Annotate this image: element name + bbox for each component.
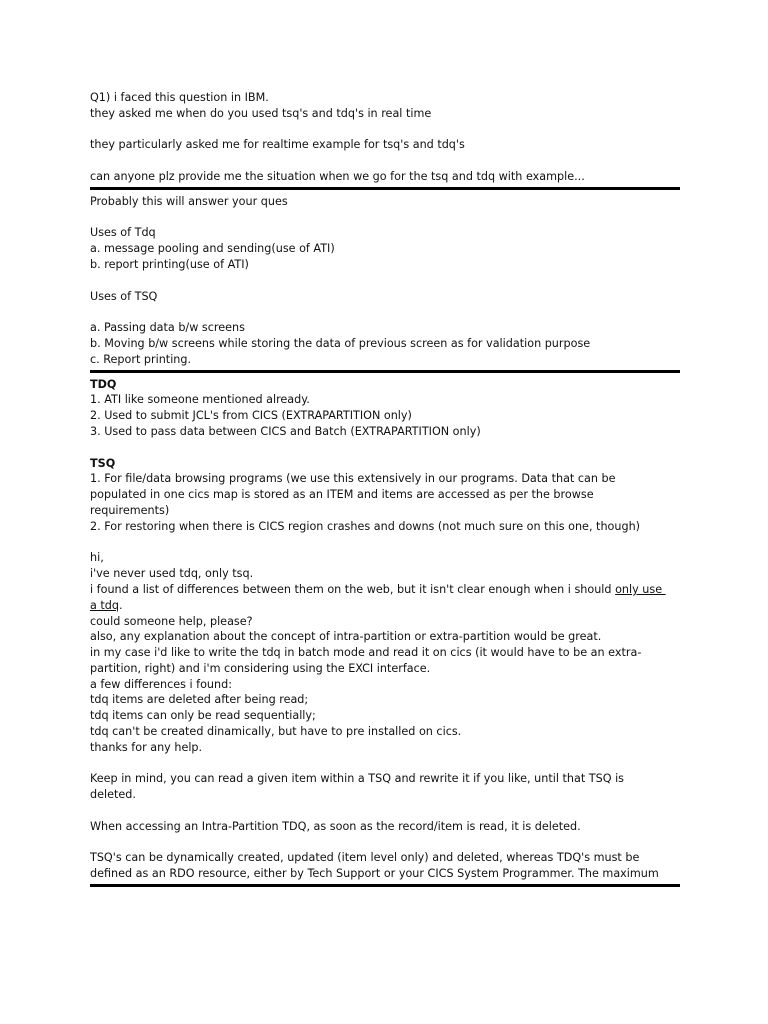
reply-line: hi,	[90, 551, 104, 565]
reply-line	[90, 582, 680, 598]
reply-line: could someone help, please?	[90, 614, 253, 628]
list-item: 1. ATI like someone mentioned already.	[90, 393, 310, 407]
list-item: populated in one cics map is stored as an ITEM and items are accessed as per the browse	[90, 488, 594, 502]
reply-line: i've never used tdq, only tsq.	[90, 567, 254, 581]
reply-text: .	[119, 598, 123, 612]
list-item: requirements)	[90, 503, 170, 517]
answer-post	[90, 377, 680, 551]
reply-line: deleted.	[90, 788, 136, 802]
post-divider	[90, 370, 680, 373]
list-item: 1. For file/data browsing programs (we use this extensively in our programs. Data that can be	[90, 472, 616, 486]
reply-line: defined as an RDO resource, either by Tech Support or your CICS System Programmer. The maximum	[90, 867, 659, 881]
list-item: c. Report printing.	[90, 352, 192, 366]
reply-line: tdq can't be created dinamically, but have to pre installed on cics.	[90, 725, 462, 739]
list-item: 2. For restoring when there is CICS region crashes and downs (not much sure on this one, though)	[90, 519, 641, 533]
reply-line: TSQ's can be dynamically created, updated (item level only) and deleted, whereas TDQ's must be	[90, 851, 640, 865]
question-line: can anyone plz provide me the situation when we go for the tsq and tdq with example...	[90, 169, 585, 183]
reply-line: tdq items are deleted after being read;	[90, 693, 309, 707]
reply-line: in my case i'd like to write the tdq in batch mode and read it on cics (it would have to be an extra-	[90, 646, 642, 660]
question-line: Q1) i faced this question in IBM.	[90, 91, 269, 104]
list-item: 2. Used to submit JCL's from CICS (EXTRAPARTITION only)	[90, 409, 412, 423]
list-item: a. Passing data b/w screens	[90, 321, 245, 335]
post-divider	[90, 187, 680, 190]
section-heading: TSQ	[90, 456, 116, 470]
reply-line: When accessing an Intra-Partition TDQ, as soon as the record/item is read, it is deleted.	[90, 819, 581, 833]
section-heading: TDQ	[90, 377, 117, 391]
list-item: a. message pooling and sending(use of ATI)	[90, 242, 335, 256]
reply-line: partition, right) and i'm considering using the EXCI interface.	[90, 661, 431, 675]
question-line: they asked me when do you used tsq's and tdq's in real time	[90, 106, 432, 120]
reply-line: Keep in mind, you can read a given item within a TSQ and rewrite it if you like, until that TSQ is	[90, 772, 625, 786]
list-item: b. Moving b/w screens while storing the data of previous screen as for validation purpose	[90, 336, 591, 350]
answer-intro: Probably this will answer your ques	[90, 194, 288, 208]
list-item: b. report printing(use of ATI)	[90, 257, 249, 271]
post-divider	[90, 884, 680, 887]
reply-line: tdq items can only be read sequentially;	[90, 709, 316, 723]
underlined-phrase: only use	[615, 582, 666, 596]
reply-line: thanks for any help.	[90, 740, 203, 754]
reply-text: i found a list of differences between them on the web, but it isn't clear enough when i should	[90, 582, 616, 596]
reply-post	[90, 550, 680, 771]
reply-line: a few differences i found:	[90, 677, 232, 691]
document-content	[90, 90, 680, 891]
reply-line: also, any explanation about the concept of intra-partition or extra-partition would be great.	[90, 630, 602, 644]
question-line: they particularly asked me for realtime example for tsq's and tdq's	[90, 138, 465, 152]
underlined-phrase: a tdq	[90, 598, 120, 612]
answer-post	[90, 194, 680, 368]
section-title: Uses of Tdq	[90, 226, 156, 240]
section-title: Uses of TSQ	[90, 289, 158, 303]
reply-post	[90, 771, 680, 882]
reply-line	[90, 598, 680, 614]
list-item: 3. Used to pass data between CICS and Batch (EXTRAPARTITION only)	[90, 424, 481, 438]
question-post	[90, 90, 680, 185]
